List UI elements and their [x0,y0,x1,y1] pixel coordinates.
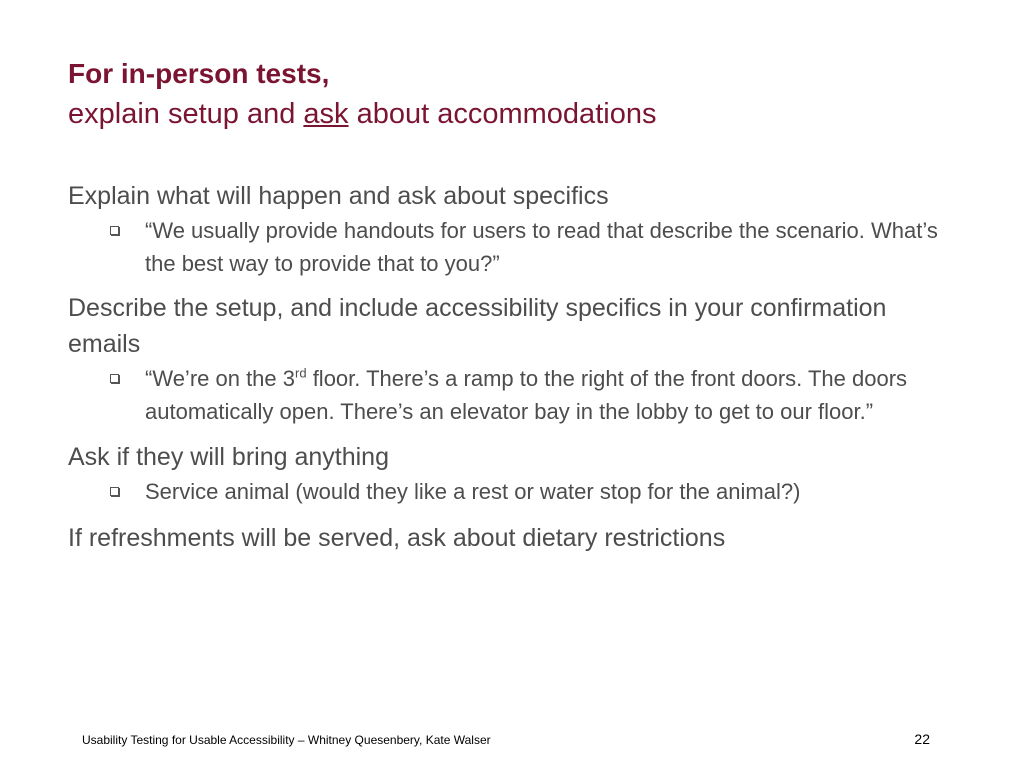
section-explain [68,178,948,280]
title-underlined-word: ask [303,98,349,130]
footer-text: Usability Testing for Usable Accessibility – Whitney Quesenbery, Kate Walser [82,733,491,747]
section-heading: Ask if they will bring anything [68,443,389,471]
bullet-item [68,475,948,508]
section-describe-setup [68,290,948,428]
title-line-2-start: explain setup and [68,98,304,130]
page-number: 22 [914,731,930,747]
slide-title [68,54,968,134]
bullet-text-start: “We’re on the 3 [145,366,296,391]
section-heading: Explain what will happen and ask about specifics [68,182,609,210]
square-bullet-icon [110,226,119,235]
title-line-1: For in-person tests, [68,58,330,89]
title-line-2 [68,94,968,134]
bullet-list [68,214,948,280]
slide-content [68,178,948,556]
bullet-text: “We usually provide handouts for users to read that describe the scenario. What’s the best way to provide that to you?” [145,218,938,276]
bullet-list [68,362,948,428]
bullet-item [68,214,948,280]
title-line-2-end: about accommodations [348,98,657,130]
section-heading: Describe the setup, and include accessibility specifics in your confirmation emails [68,294,887,358]
bullet-text: Service animal (would they like a rest or water stop for the animal?) [145,479,801,504]
square-bullet-icon [110,374,119,383]
square-bullet-icon [110,487,119,496]
bullet-item [68,362,948,428]
section-heading: If refreshments will be served, ask about dietary restrictions [68,524,726,552]
ordinal-superscript: rd [295,365,307,381]
section-refreshments [68,520,948,556]
section-bring-anything [68,439,948,508]
bullet-text [145,366,907,424]
bullet-text-end: floor. There’s a ramp to the right of the front doors. The doors automatically open. There’s an elevator bay in the lobby to get to our floor.” [145,366,908,424]
bullet-list [68,475,948,508]
